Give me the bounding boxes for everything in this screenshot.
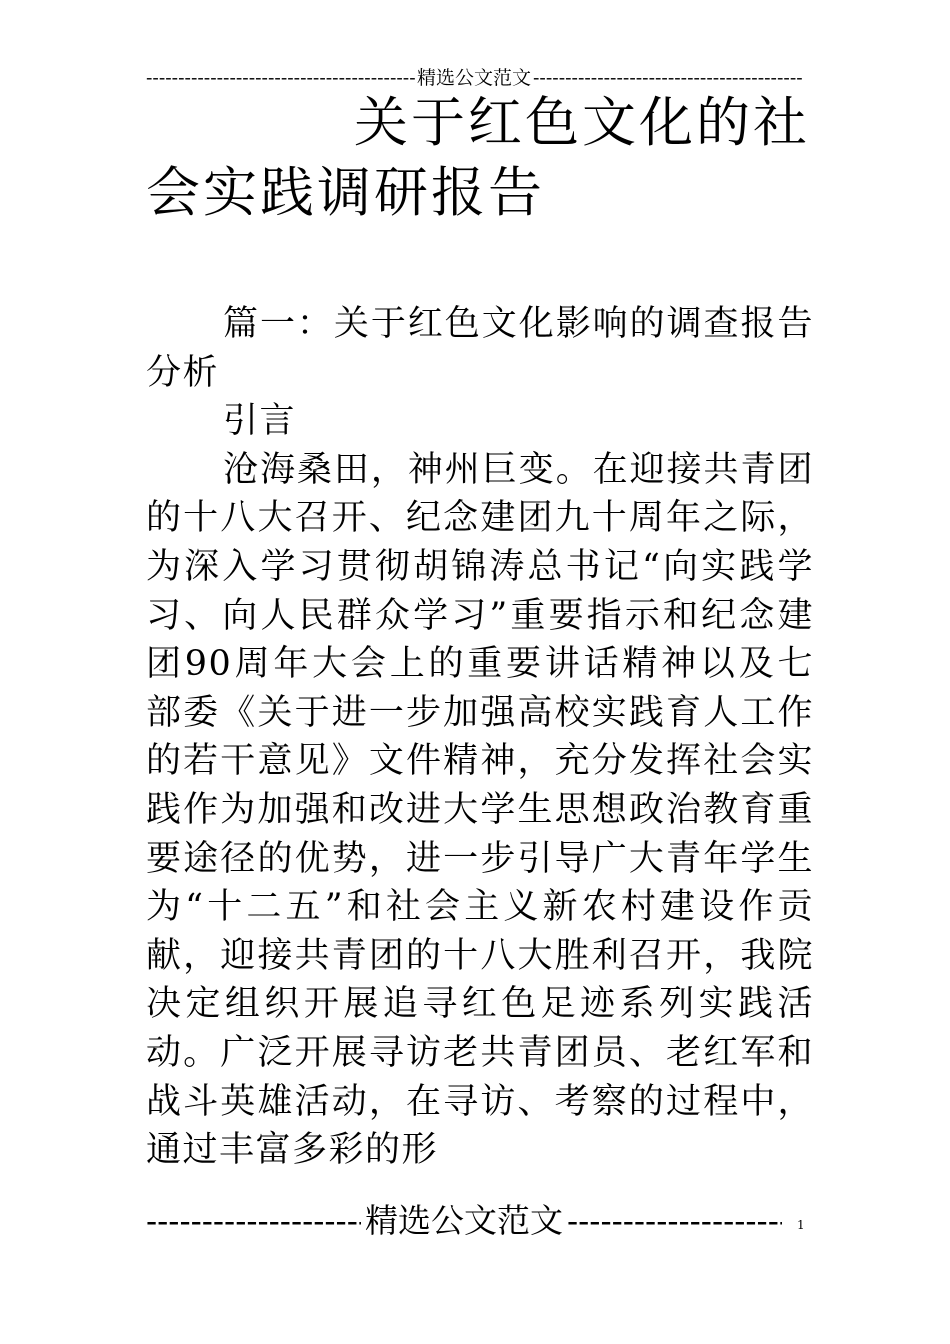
page-number: 1 xyxy=(797,1218,805,1232)
header-dashes-right xyxy=(533,66,802,90)
page-footer xyxy=(146,1198,782,1244)
document-body xyxy=(146,300,814,1175)
header-dashes-left xyxy=(146,66,415,90)
title-line-2: 会实践调研报告 xyxy=(146,161,545,224)
body-paragraph: 沧海桑田，神州巨变。在迎接共青团的十八大召开、纪念建团九十周年之际，为深入学习贯彻胡锦涛总书记“向实践学习、向人民群众学习”重要指示和纪念建团90周年大会上的重要讲话精神以及七部委《关于进一步加强高校实践育人工作的若干意见》文件精神，充分发挥社会实践作为加强和改进大学生思想政治教育重要途径的优势，进一步引导广大青年学生为“十二五”和社会主义新农村建设作贡献，迎接共青团的十八大胜利召开，我院决定组织开展追寻红色足迹系列实践活动。广泛开展寻访老共青团员、老红军和战斗英雄活动，在寻访、考察的过程中，通过丰富多彩的形 xyxy=(146,449,814,1171)
footer-dashes-right xyxy=(567,1198,782,1244)
title-line-1: 关于红色文化的社 xyxy=(354,91,810,154)
page-header xyxy=(146,66,802,90)
footer-dashes-left xyxy=(146,1198,361,1244)
footer-label: 精选公文范文 xyxy=(365,1201,563,1240)
section-heading: 篇一：关于红色文化影响的调查报告分析 xyxy=(146,304,814,393)
subheading: 引言 xyxy=(223,401,297,442)
header-label: 精选公文范文 xyxy=(417,67,532,89)
document-title xyxy=(146,88,816,228)
